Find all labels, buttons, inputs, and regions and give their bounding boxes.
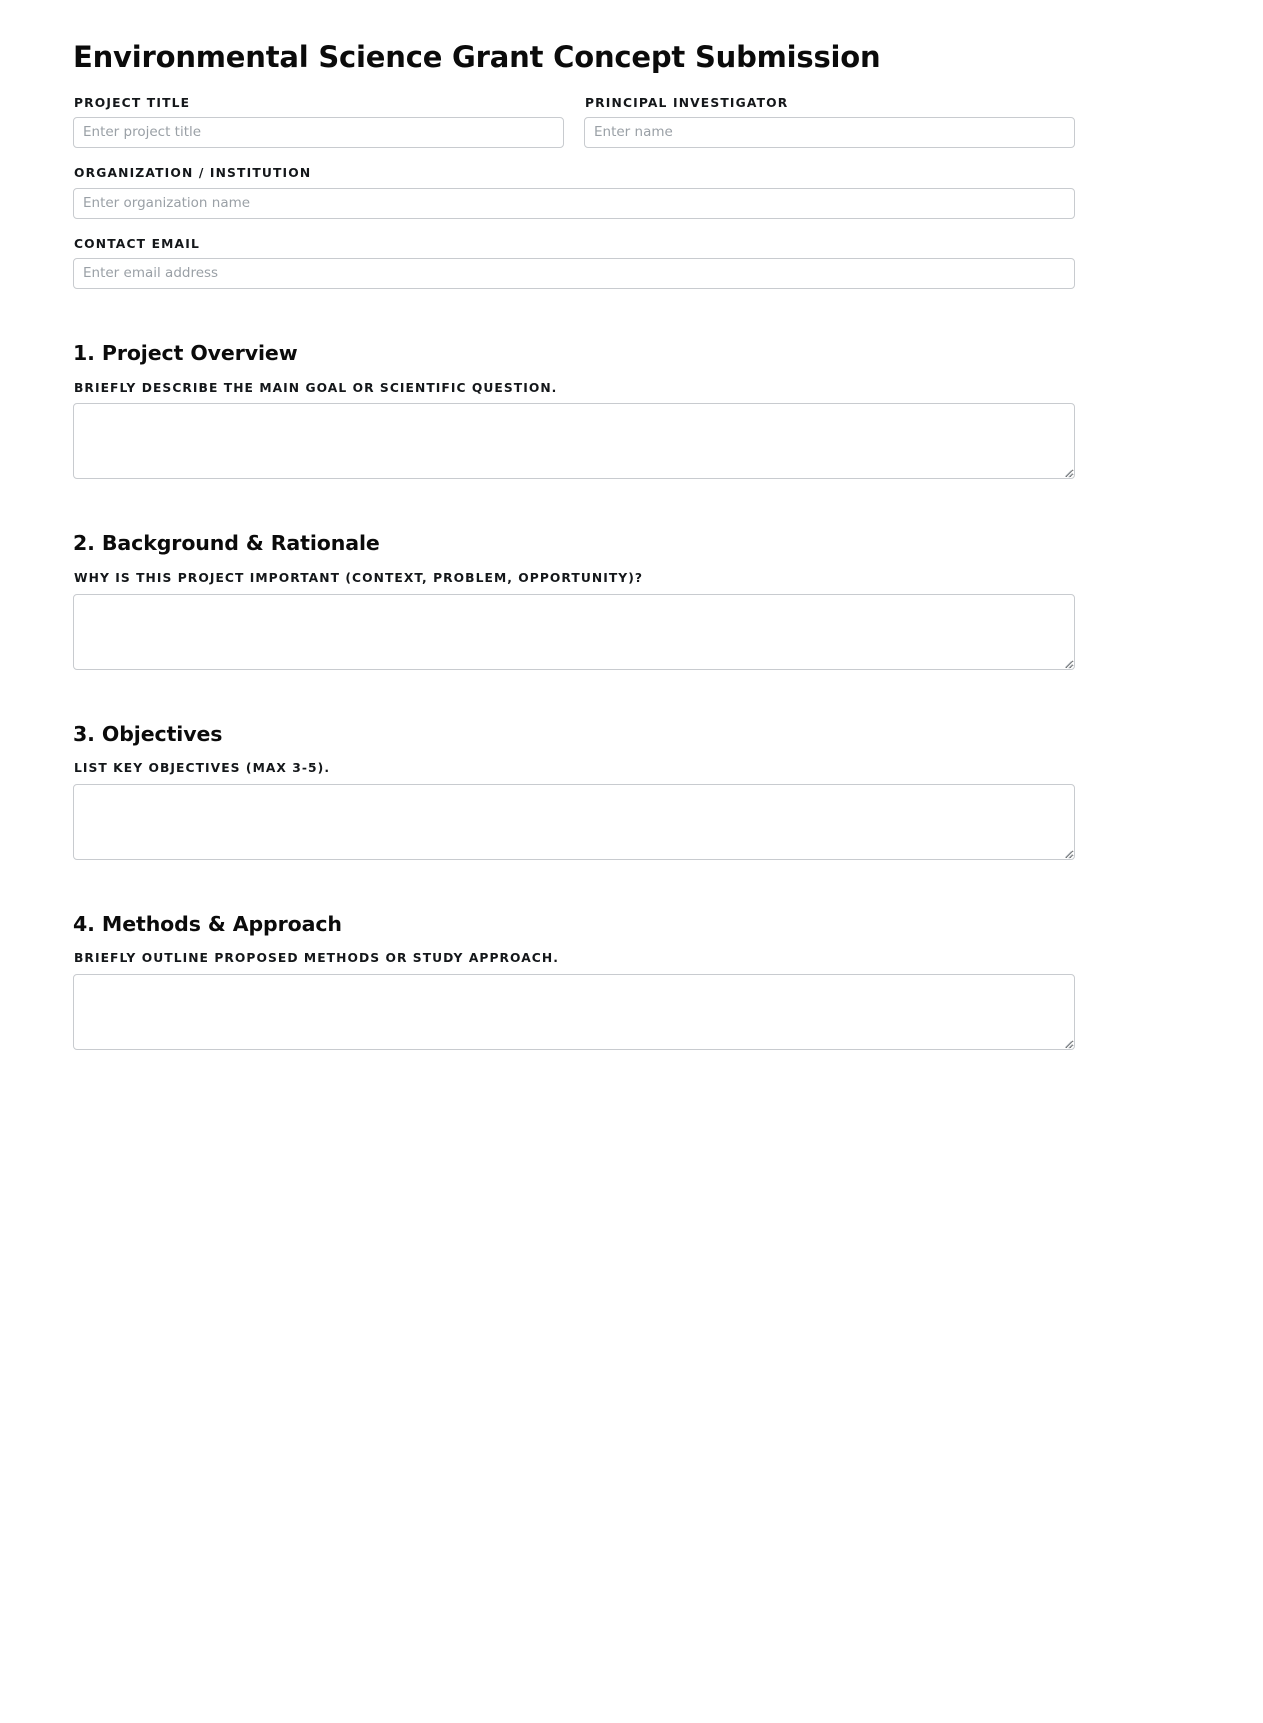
organization-label: ORGANIZATION / INSTITUTION <box>74 166 312 181</box>
project-title-input[interactable] <box>73 117 564 148</box>
page-bottom-space <box>73 1050 1075 1610</box>
project-overview-textarea[interactable] <box>73 403 1075 479</box>
organization-input[interactable] <box>73 188 1075 219</box>
principal-investigator-label: PRINCIPAL INVESTIGATOR <box>585 95 789 110</box>
organization-field-group <box>73 167 1075 219</box>
principal-investigator-field-group <box>584 97 1075 149</box>
section-project-overview <box>73 341 1075 479</box>
contact-email-input[interactable] <box>73 258 1075 289</box>
section-label-background-rationale: WHY IS THIS PROJECT IMPORTANT (CONTEXT, PROBLEM, OPPORTUNITY)? <box>74 571 644 586</box>
contact-email-label: CONTACT EMAIL <box>74 236 200 251</box>
section-heading-methods-approach: 4. Methods & Approach <box>73 911 342 936</box>
project-title-label: PROJECT TITLE <box>74 95 191 110</box>
background-rationale-textarea[interactable] <box>73 594 1075 670</box>
section-heading-background-rationale: 2. Background & Rationale <box>73 531 380 556</box>
background-rationale-textarea-wrap <box>73 594 1075 670</box>
section-label-methods-approach: BRIEFLY OUTLINE PROPOSED METHODS OR STUDY APPROACH. <box>74 951 559 966</box>
principal-investigator-input[interactable] <box>584 117 1075 148</box>
page-title: Environmental Science Grant Concept Submission <box>73 40 881 74</box>
methods-approach-textarea[interactable] <box>73 974 1075 1050</box>
section-heading-project-overview: 1. Project Overview <box>73 341 298 366</box>
project-title-field-group <box>73 97 564 149</box>
objectives-textarea[interactable] <box>73 784 1075 860</box>
methods-approach-textarea-wrap <box>73 974 1075 1050</box>
project-overview-textarea-wrap <box>73 403 1075 479</box>
section-methods-approach <box>73 912 1075 1050</box>
objectives-textarea-wrap <box>73 784 1075 860</box>
section-objectives <box>73 722 1075 860</box>
section-label-project-overview: BRIEFLY DESCRIBE THE MAIN GOAL OR SCIENTIFIC QUESTION. <box>74 380 558 395</box>
section-heading-objectives: 3. Objectives <box>73 721 223 746</box>
section-label-objectives: LIST KEY OBJECTIVES (MAX 3-5). <box>74 761 331 776</box>
identity-row <box>73 97 1075 149</box>
contact-email-field-group <box>73 238 1075 290</box>
section-background-rationale <box>73 531 1075 669</box>
